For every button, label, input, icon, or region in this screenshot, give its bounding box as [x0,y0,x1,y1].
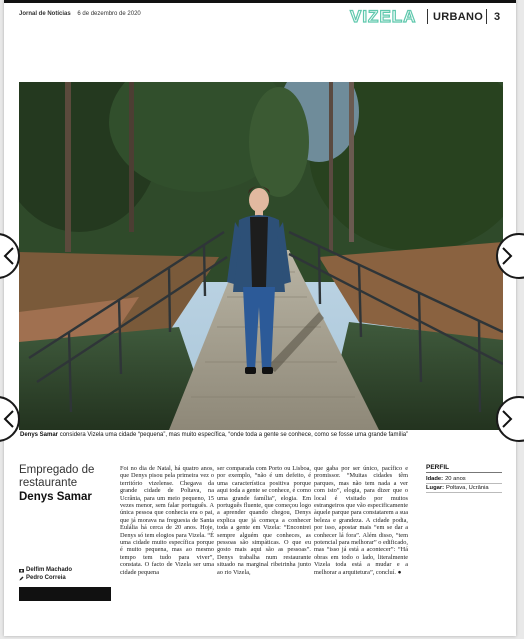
article-column-3 [314,465,408,576]
header-info [19,11,141,17]
brand-logo: VIZELA [350,7,417,26]
newspaper-page [4,0,516,636]
profile-place-value: Poltava, Ucrânia [446,485,489,491]
photo-caption [20,431,500,439]
profile-box [426,464,502,493]
photographer-name: Delfim Machado [26,567,73,573]
page-number: 3 [494,11,501,23]
article-paragraph: que gaba por ser único, pacífico e promissor. “Muitas cidades têm parques, mas não tem nada a ver com isto”, elogia, para dizer que o local é visitado por muitos estrangeiros que vão especificamente àquele parque para constatarem a sua beleza e grandeza. A cidade podia, por isso, apostar mais “em se dar a conhecer lá fora”. Além disso, “tem potencial para melhorar” o edificado, mas “isso já está a acontecer”: “Há obras em todo o lado, literalmente Vizela toda está a mudar e a melhorar a arquitetura”, concluí. ● [314,465,408,576]
profile-age-row [426,475,502,484]
camera-icon [19,568,24,573]
top-rule [4,0,516,3]
caption-text: considera Vizela uma cidade “pequena”, mas muito específica, “onde toda a gente se conhece, como se fosse uma grande família” [58,432,409,438]
pen-icon [19,576,24,581]
header-divider [427,9,428,24]
profile-place-label: Lugar: [426,485,445,491]
caption-name: Denys Samar [20,432,59,438]
publication-date: 6 de dezembro de 2020 [77,11,141,17]
chevron-left-icon [2,409,16,429]
article-paragraph: ser comparada com Porto ou Lisboa, por exemplo, “não é um defeito, é uma característica positiva porque aqui toda a gente se conhece, é como uma grande família”, elogia. Em português fluente, que começou logo a aprender quando chegou, Denys explica que já começa a conhecer toda a gente em Vizela: “Encontrei sempre alguém que conheces, as pessoas são simpáticas. O que eu gosto mais aqui são as pessoas”. Denys trabalha num restaurante situado na marginal ribeirinha junto ao rio Vizela, [217,465,311,576]
article-column-1 [120,465,214,576]
publication-name: Jornal de Notícias [19,11,71,17]
byline [19,566,72,582]
article-column-2 [217,465,311,576]
article-photo [19,82,503,430]
chevron-right-icon [500,246,514,266]
profile-place-row [426,484,502,493]
profile-title: PERFIL [426,464,502,473]
section-name: URBANO [433,11,484,23]
chevron-right-icon [500,409,514,429]
profile-age-label: Idade: [426,476,444,482]
article-kicker: Empregado de restaurante [19,464,95,489]
article-headline: Denys Samar [19,491,92,503]
writer-name: Pedro Correia [26,575,66,581]
profile-age-value: 20 anos [445,476,466,482]
chevron-left-icon [2,246,16,266]
decorative-black-bar [19,587,111,601]
header-divider [486,9,487,24]
article-paragraph: Foi no dia de Natal, há quatro anos, que Denys pisou pela primeira vez o território vizelense. Chegava da grande cidade de Poltava, na Ucrânia, para um meio pequeno, 15 vezes menor, sem falar português. A única pessoa que conhecia era o pai, que já morava na freguesia de Santa Eulália há cerca de 20 anos. Hoje, Denys só tem elogios para Vizela. “É uma cidade muito específica porque é muito pequena, mas ao mesmo tempo tem tudo para viver”, constata. O facto de Vizela ser uma cidade pequena [120,465,214,576]
